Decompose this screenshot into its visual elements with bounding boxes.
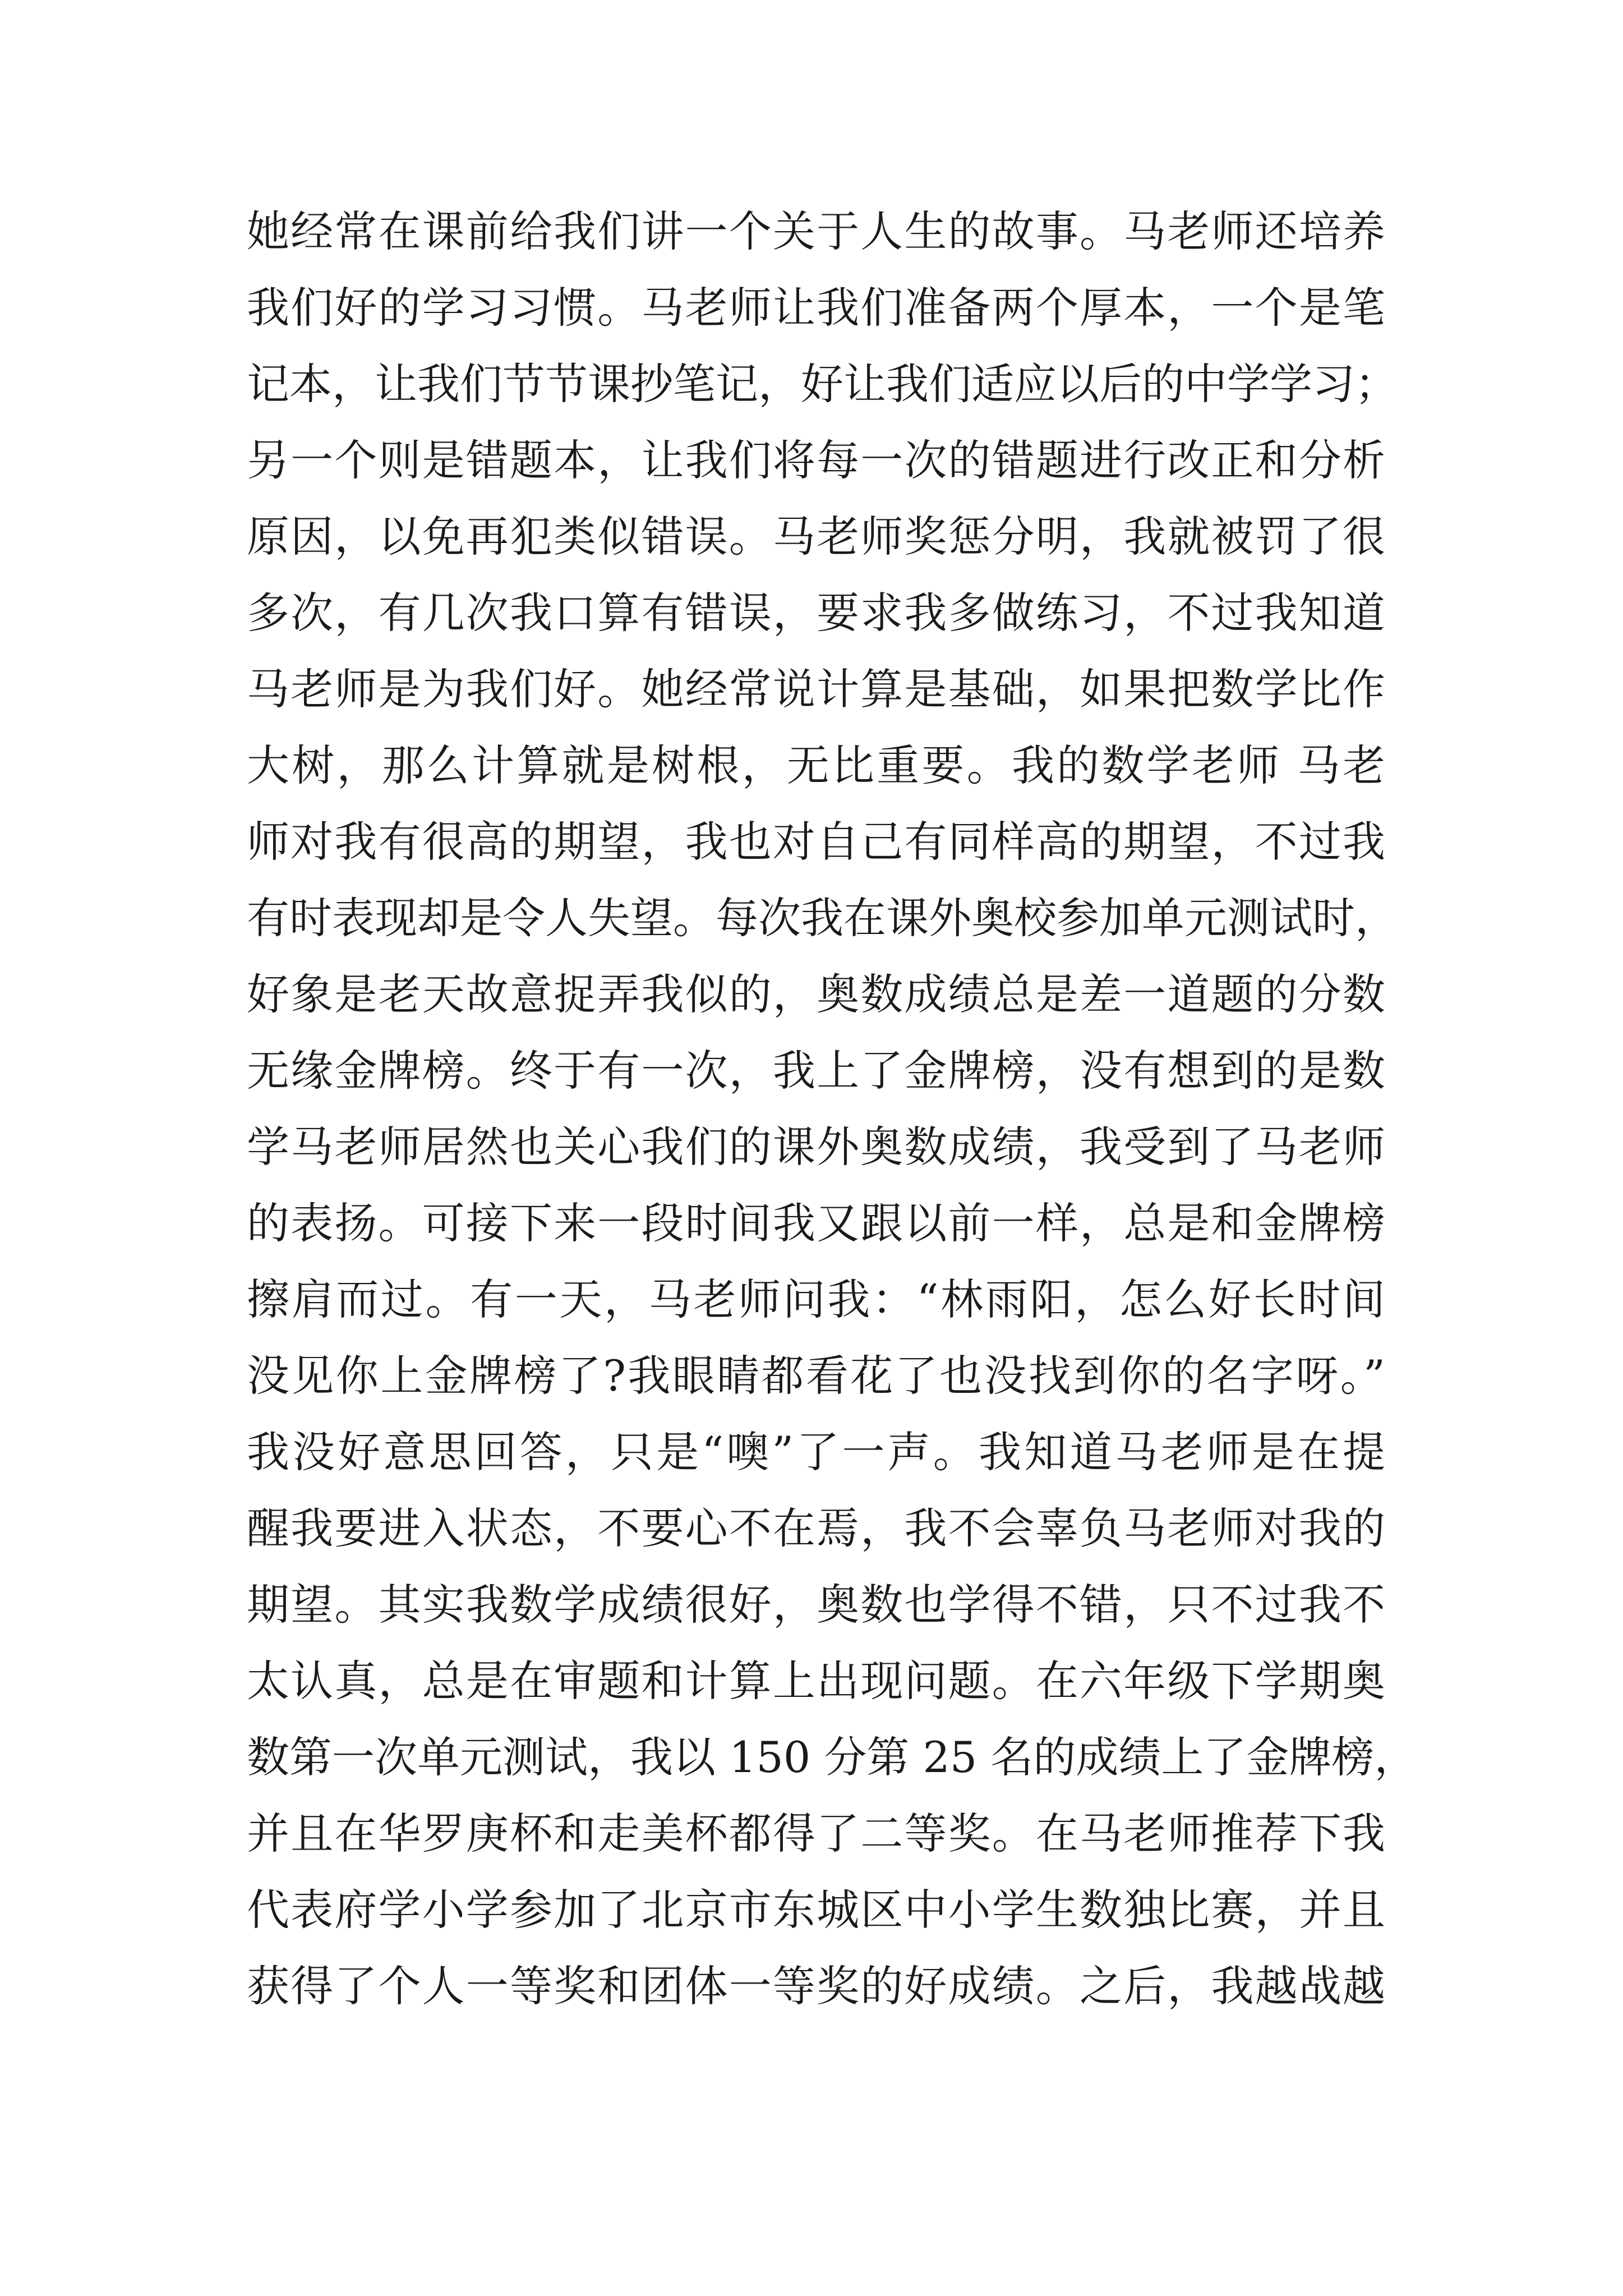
text-line-21: 数第一次单元测试，我以 150 分第 25 名的成绩上了金牌榜， [247,1732,1417,1782]
text-line-2: 我们好的学习习惯。马老师让我们准备两个厚本，一个是笔 [247,283,1385,333]
text-line-8: 大树，那么计算就是树根，无比重要。我的数学老师 马老 [247,740,1385,790]
text-line-4: 另一个则是错题本，让我们将每一次的错题进行改正和分析 [247,435,1385,485]
text-line-15: 擦肩而过。有一天，马老师问我：“林雨阳，怎么好长时间 [247,1274,1385,1324]
body-text [247,194,1417,2024]
text-line-6: 多次，有几次我口算有错误，要求我多做练习，不过我知道 [247,588,1385,638]
text-line-10: 有时表现却是令人失望。每次我在课外奥校参加单元测试时， [247,893,1398,943]
text-line-22: 并且在华罗庚杯和走美杯都得了二等奖。在马老师推荐下我 [247,1809,1385,1858]
text-line-1: 她经常在课前给我们讲一个关于人生的故事。马老师还培养 [247,206,1385,256]
text-line-19: 期望。其实我数学成绩很好，奥数也学得不错，只不过我不 [247,1580,1385,1630]
text-line-5: 原因，以免再犯类似错误。马老师奖惩分明，我就被罚了很 [247,512,1385,562]
text-line-23: 代表府学小学参加了北京市东城区中小学生数独比赛，并且 [247,1885,1385,1935]
text-line-9: 师对我有很高的期望，我也对自己有同样高的期望，不过我 [247,817,1385,867]
text-line-16: 没见你上金牌榜了?我眼睛都看花了也没找到你的名字呀。” [247,1351,1385,1401]
text-line-18: 醒我要进入状态，不要心不在焉，我不会辜负马老师对我的 [247,1503,1385,1553]
text-line-11: 好象是老天故意捉弄我似的，奥数成绩总是差一道题的分数 [247,969,1385,1019]
text-line-13: 学马老师居然也关心我们的课外奥数成绩，我受到了马老师 [247,1122,1385,1172]
text-line-17: 我没好意思回答，只是“噢”了一声。我知道马老师是在提 [247,1427,1385,1477]
text-line-7: 马老师是为我们好。她经常说计算是基础，如果把数学比作 [247,664,1385,714]
text-line-24: 获得了个人一等奖和团体一等奖的好成绩。之后，我越战越 [247,1961,1385,2011]
text-line-3: 记本，让我们节节课抄笔记，好让我们适应以后的中学学习； [247,359,1398,409]
text-line-20: 太认真，总是在审题和计算上出现问题。在六年级下学期奥 [247,1656,1385,1706]
text-line-12: 无缘金牌榜。终于有一次，我上了金牌榜，没有想到的是数 [247,1046,1385,1096]
text-line-14: 的表扬。可接下来一段时间我又跟以前一样，总是和金牌榜 [247,1198,1385,1248]
